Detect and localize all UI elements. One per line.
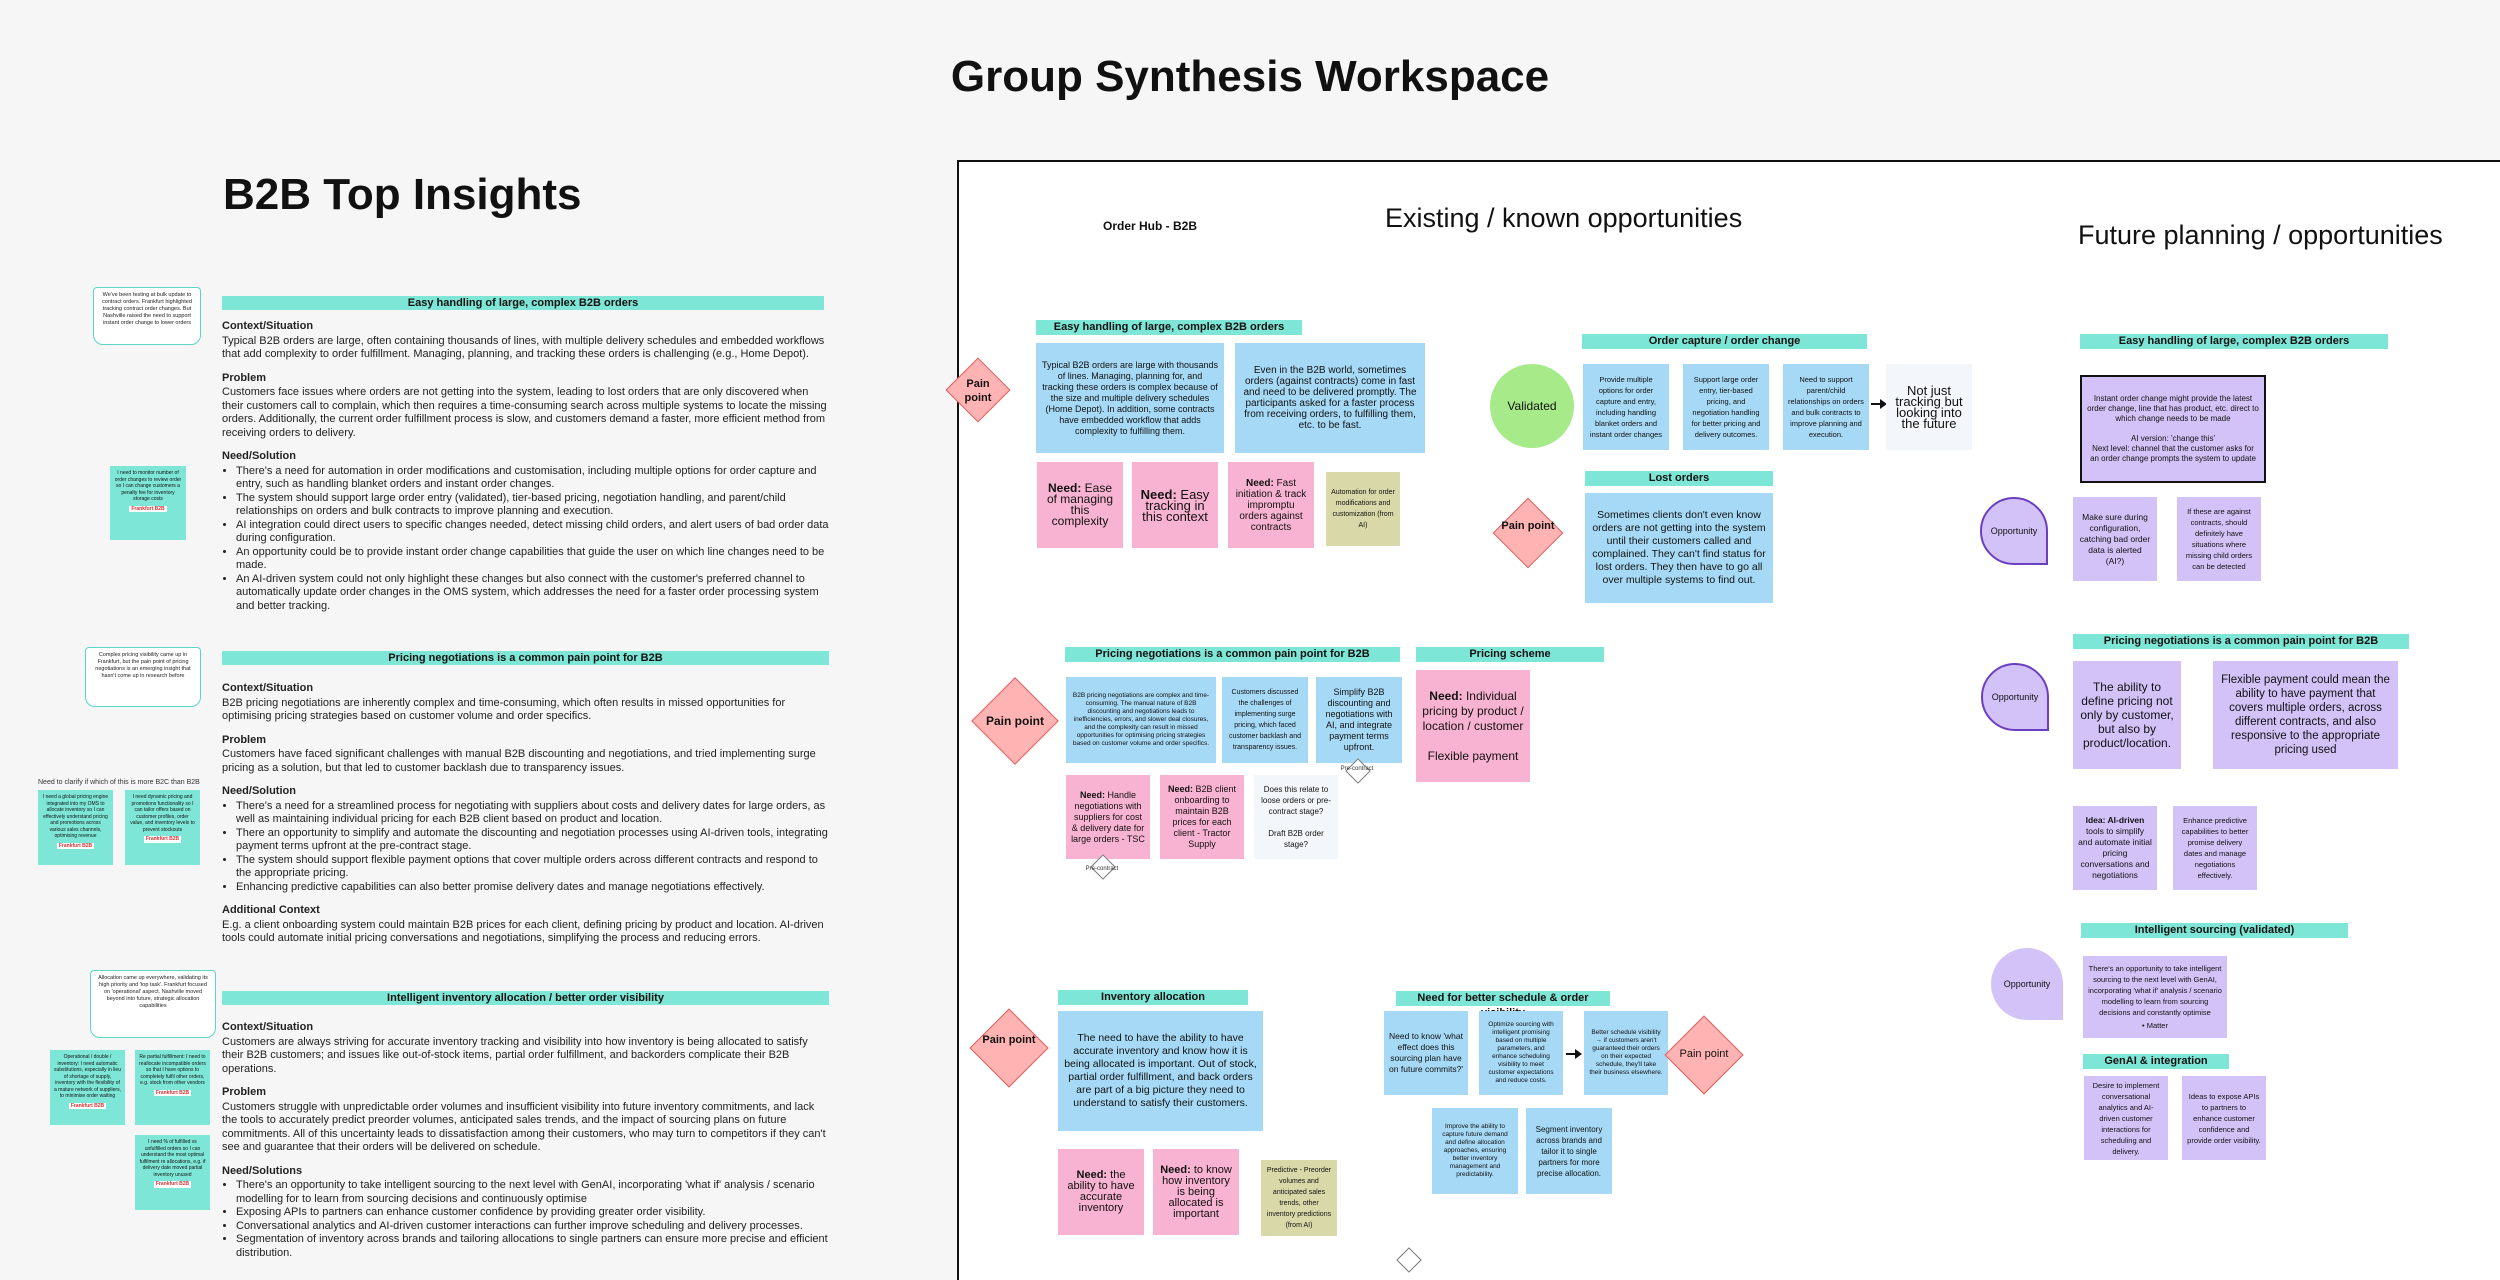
quote-note[interactable]: We've been testing at bulk update to contract orders. Frankfurt highlighted tracking contract order changes. But Nashville raised the need to support instant order change to lower orders [93, 287, 201, 345]
sticky-note[interactable]: Need: the ability to have accurate inventory [1058, 1149, 1144, 1235]
pain-point-label: Pain point [1679, 1048, 1729, 1060]
sticky-note[interactable]: Make sure during configuration, catching bad order data is alerted (AI?) [2073, 497, 2157, 581]
sticky-note[interactable]: Need: to know how inventory is being allocated is important [1153, 1149, 1239, 1235]
pain-point-label: Pain point [982, 1034, 1036, 1046]
cluster-bar: Easy handling of large, complex B2B orders [1036, 320, 1302, 335]
cluster-bar: Pricing negotiations is a common pain point for B2B [1065, 647, 1400, 662]
sticky-note[interactable]: Typical B2B orders are large with thousands of lines. Managing, planning for, and tracking these orders is complex because of the size and multiple delivery schedules (Home Depot). In addition, some contracts have embedded workflow that adds complexity to fulfilling them. [1036, 343, 1224, 453]
insight-section-2: Context/Situation B2B pricing negotiations are inherently complex and time-consuming, which often results in missed opportunities for optimising pricing strategies based on customer volume and order specifics. Problem Customers have faced significant challenges with manual B2B discounting and negotiations, and tried implementing surge pricing as a solution, but that led to customer backlash due to transparency issues. Need/Solution • There's a need for a streamlined process for negotiating with suppliers about costs and delivery dates for large orders, as well as maintaining individual pricing for each B2B client based on product and location. • There an opportunity to simplify and automate the discounting and negotiation processes using AI-driven tools, integrating payment terms upfront at the pre-contract stage. • The system should support flexible payment options that cover multiple orders across different contracts and respond to the appropriate pricing. • Enhancing predictive capabilities can also better promise delivery dates and manage negotiations effectively. Additional Context E.g. a client onboarding system could maintain B2B prices for each client, defining pricing by product and location. AI-driven tools could automate initial pricing conversations and negotiations, simplifying the process and reducing errors. [222, 682, 832, 956]
opportunity-badge: Opportunity [1980, 497, 2048, 565]
pain-point-label: Pain point [986, 714, 1044, 728]
sticky-note[interactable]: Ideas to expose APIs to partners to enhance customer confidence and provide order visibility. [2182, 1076, 2266, 1160]
sticky-note[interactable]: Customers discussed the challenges of implementing surge pricing, which faced customer backlash and transparency issues. [1222, 677, 1308, 763]
sticky-note[interactable]: Need: Individual pricing by product / location / customer Flexible payment [1416, 670, 1530, 782]
sticky-note[interactable]: Re partial fulfillment: I need to reallocate incompatible orders so that I have options to completely fulfil other orders, e.g. stock from other vendors Frankfurt B2B [135, 1050, 210, 1125]
validated-badge: Validated [1490, 364, 1574, 448]
sticky-note[interactable]: I need to monitor number of order changes to review order so I can change customers a penalty fee for inventory storage costs Frankfurt B2B [110, 466, 186, 540]
cluster-bar: Pricing scheme [1416, 647, 1604, 662]
section-bar: Easy handling of large, complex B2B orders [222, 296, 824, 310]
source-tag: Frankfurt B2B [155, 1089, 190, 1096]
sticky-note[interactable]: Even in the B2B world, sometimes orders (against contracts) come in fast and need to be delivered promptly. The participants asked for a faster process from receiving orders, to fulfilling them, etc. to be fast. [1235, 343, 1425, 453]
column-title-future: Future planning / opportunities [2078, 220, 2443, 250]
sticky-note[interactable]: Better schedule visibility → if customers aren't guaranteed their orders on their expected schedule, they'll take their business elsewhere. [1584, 1011, 1668, 1095]
sticky-note[interactable]: Need to support parent/child relationships on orders and bulk contracts to improve planning and execution. [1783, 364, 1869, 450]
pre-contract-label: Pre-contract [1085, 866, 1119, 872]
sticky-note[interactable]: Desire to implement conversational analytics and AI-driven customer interactions for scheduling and delivery. [2084, 1076, 2168, 1160]
sticky-note[interactable]: Need: Fast initiation & track impromptu orders against contracts [1228, 462, 1314, 548]
sticky-note[interactable]: Segment inventory across brands and tailor it to single partners for more precise allocation. [1526, 1108, 1612, 1194]
sticky-note[interactable]: Predictive - Preorder volumes and anticipated sales trends, other inventory predictions (from AI) [1261, 1160, 1337, 1236]
cluster-bar: Need for better schedule & order [1396, 991, 1610, 1006]
sticky-note[interactable]: Need: Easy tracking in this context [1132, 462, 1218, 548]
sticky-note[interactable]: Does this relate to loose orders or pre-contract stage? Draft B2B order stage? [1254, 775, 1338, 859]
sticky-note[interactable]: Not just tracking but looking into the future [1886, 364, 1972, 450]
page-title: Group Synthesis Workspace [950, 52, 1550, 101]
opportunity-badge: Opportunity [1991, 948, 2063, 1020]
sticky-note[interactable]: Improve the ability to capture future demand and define allocation approaches, ensuring better inventory management and predictability. [1432, 1108, 1518, 1194]
sticky-note[interactable]: The ability to define pricing not only by customer, but also by product/location. [2073, 661, 2181, 769]
cluster-bar: Easy handling of large, complex B2B orders [2080, 334, 2388, 349]
sticky-note[interactable]: Sometimes clients don't even know orders are not getting into the system until their customers called and complained. They can't find status for lost orders. They then have to go all over multiple systems to find out. [1585, 493, 1773, 603]
opportunity-badge: Opportunity [1981, 663, 2049, 731]
cluster-bar: Lost orders [1585, 471, 1773, 486]
sticky-note[interactable]: Simplify B2B discounting and negotiations with AI, and integrate payment terms upfront. [1316, 677, 1402, 763]
source-tag: Frankfurt B2B [58, 842, 93, 849]
sticky-note[interactable]: B2B pricing negotiations are complex and time-consuming. The manual nature of B2B discounting and negotiations leads to inefficiencies, errors, and slower deal closures, and the complexity can result in missed opportunities for optimising pricing strategies based on customer volume and order specifics. [1066, 677, 1216, 763]
sticky-note[interactable]: Need: Handle negotiations with suppliers for cost & delivery date for large orders - TSC [1066, 775, 1150, 859]
cluster-bar: Pricing negotiations is a common pain point for B2B [2073, 634, 2409, 649]
source-tag: Frankfurt B2B [131, 505, 165, 512]
sticky-note[interactable]: Optimize sourcing with intelligent promising based on multiple parameters, and enhance scheduling visibility to meet customer expectations and reduce costs. [1479, 1011, 1563, 1095]
source-tag: Frankfurt B2B [155, 1181, 190, 1187]
sticky-note[interactable]: Flexible payment could mean the ability to have payment that covers multiple orders, across different contracts, and also responsive to the appropriate pricing used [2213, 661, 2398, 769]
pain-point-label: Pain point [1501, 520, 1555, 532]
cluster-bar: Inventory allocation [1058, 990, 1248, 1005]
insight-section-1: Context/Situation Typical B2B orders are large, often containing thousands of lines, with multiple delivery schedules and embedded workflows that add complexity to order fulfillment. Managing, planning, and tracking these orders is challenging (e.g., Home Depot). Problem Customers face issues where orders are not getting into the system, leading to lost orders that are only discovered when their customers call to complain, which then requires a time-consuming search across multiple systems to locate the missing orders. Additionally, the current order fulfillment process is slow, and customers demand a faster, more efficient method from receiving orders to delivery. Need/Solution • There's a need for automation in order modifications and customisation, including multiple options for order capture and entry, such as handling blanket orders and instant order changes. • The system should support large order entry (validated), tier-based pricing, negotiation handling, and parent/child relationships on orders and bulk contracts to improve planning and execution. • AI integration could direct users to specific changes needed, detect missing child orders, and alert users of bad order data during configuration. • An opportunity could be to provide instant order change capabilities that guide the user on which line changes need to be made. • An AI-driven system could not only highlight these changes but also connect with the customer's preferred channel to automatically update order changes in the OMS system, which addresses the need for a faster order processing system and better tracking. [222, 320, 832, 623]
insight-section-3: Context/Situation Customers are always striving for accurate inventory tracking and visibility into how inventory is being allocated to satisfy their B2B customers; and issues like out-of-stock items, partial order fulfillment, and backorders complicate their B2B operations. Problem Customers struggle with unpredictable order volumes and insufficient visibility into future inventory commitments, and lack the tools to accurately predict preorder volumes, anticipated sales trends, and the impact of sourcing plans on future commitments. All of this uncertainty leads to dissatisfaction among their customers, who may turn to competitors if they can't see and guarantee that their orders will be delivered on schedule. Need/Solutions • There's an opportunity to take intelligent sourcing to the next level with GenAI, incorporating 'what if' analysis / scenario modelling for to learn from sourcing decisions and continuously optimise • Exposing APIs to partners can enhance customer confidence by providing greater order visibility. • Conversational analytics and AI-driven customer interactions can further improve scheduling and delivery processes. • Segmentation of inventory across brands and tailoring allocations to single partners can ensure more precise and efficient distribution. [222, 1021, 832, 1270]
pain-point-label: Pain point [964, 378, 992, 404]
sticky-note[interactable]: Enhance predictive capabilities to better promise delivery dates and manage negotiations effectively. [2173, 806, 2257, 890]
sticky-note[interactable]: Provide multiple options for order capture and entry, including handling blanket orders and instant order changes [1583, 364, 1669, 450]
sticky-note[interactable]: If these are against contracts, should definitely have situations where missing child orders can be detected [2177, 497, 2261, 581]
pre-contract-label: Pre-contract [1340, 766, 1374, 772]
cluster-bar: GenAI & integration [2083, 1054, 2229, 1069]
sticky-note[interactable]: I need % of fulfilled vs unfulfilled orders so I can understand the most optimal fulfilment re allocations, e.g. if delivery date moved partial inventory unused Frankfurt B2B [135, 1135, 210, 1210]
clarify-label: Need to clarify if which of this is more B2C than B2B [38, 779, 200, 786]
sticky-note[interactable]: There's an opportunity to take intelligent sourcing to the next level with GenAI, incorporating 'what if' analysis / scenario modelling to learn from sourcing decisions and constantly optimise • Matter [2083, 956, 2227, 1038]
sticky-note[interactable]: Idea: AI-driven tools to simplify and automate initial pricing conversations and negotiations [2073, 806, 2157, 890]
source-tag: Frankfurt B2B [70, 1102, 105, 1109]
sticky-note[interactable]: Need: B2B client onboarding to maintain B2B prices for each client - Tractor Supply [1160, 775, 1244, 859]
sticky-note[interactable]: Operational / double / inventory: I need automatic substitutions, especially in lieu of shortage of supply, inventory with the flexibility of a mature network of suppliers, to minimise order waiting Frankfurt B2B [50, 1050, 125, 1125]
column-title-existing: Existing / known opportunities [1385, 203, 1743, 233]
quote-note[interactable]: Allocation came up everywhere, validating its high priority and 'top task'. Frankfurt focused on 'operational' aspect. Nashville moved beyond into future, strategic allocation capabilities [90, 970, 216, 1038]
cluster-bar: Intelligent sourcing (validated) [2081, 923, 2348, 938]
insights-heading: B2B Top Insights [223, 170, 582, 219]
section-bar: Intelligent inventory allocation / better order visibility [222, 991, 829, 1005]
sticky-note[interactable]: I need a global pricing engine integrated into my OMS to allocate inventory so I can effectively understand pricing and promotions across various sales channels, optimising revenue Frankfurt B2B [38, 790, 113, 865]
sticky-note[interactable]: I need dynamic pricing and promotions functionality so I can tailor offers based on customer profiles, order value, and inventory levels to prevent stockouts Frankfurt B2B [125, 790, 200, 865]
sticky-note[interactable]: The need to have the ability to have accurate inventory and know how it is being allocated is important. Out of stock, partial order fulfillment, and back orders are part of a big picture they need to understand to satisfy their customers. [1058, 1011, 1263, 1131]
sticky-note[interactable]: Need: Ease of managing this complexity [1037, 462, 1123, 548]
quote-note[interactable]: Complex pricing visibility came up in Frankfurt, but the pain point of pricing negotiations is an emerging insight that hasn't come up in research before [85, 647, 201, 707]
source-tag: Frankfurt B2B [145, 836, 180, 842]
sticky-note[interactable]: Automation for order modifications and customization (from AI) [1326, 472, 1400, 546]
cluster-bar: Order capture / order change [1582, 334, 1867, 349]
board-label: Order Hub - B2B [1103, 219, 1198, 233]
sticky-note[interactable]: Support large order entry, tier-based pricing, and negotiation handling for better pricing and delivery outcomes. [1683, 364, 1769, 450]
arrow-head-icon [1575, 1049, 1582, 1059]
sticky-note[interactable]: Instant order change might provide the latest order change, line that has product, etc. direct to which change needs to be made AI version: 'change this' Next level: channel that the customer asks for an order change prompts the system to update [2080, 375, 2266, 483]
section-bar: Pricing negotiations is a common pain point for B2B [222, 651, 829, 665]
sticky-note[interactable]: Need to know 'what effect does this sourcing plan have on future commits?' [1384, 1011, 1468, 1095]
